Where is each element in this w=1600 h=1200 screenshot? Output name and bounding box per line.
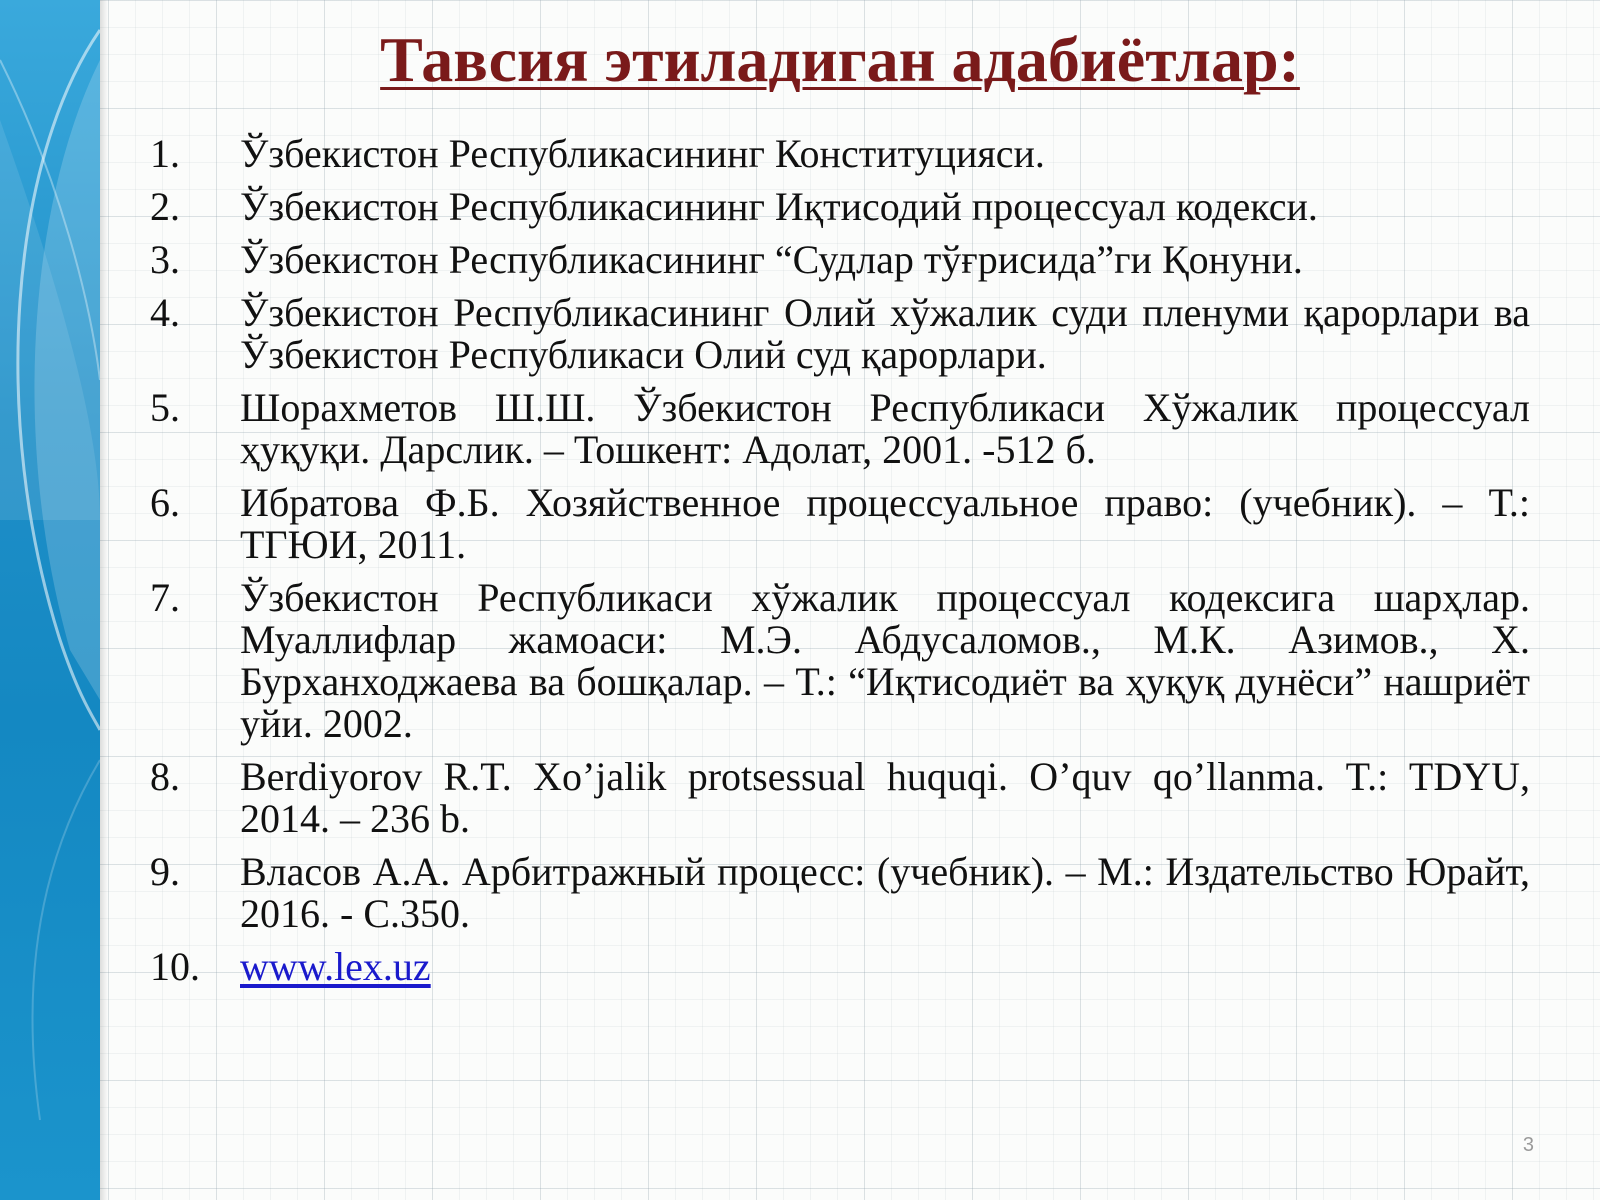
item-text: Berdiyorov R.T. Xo’jalik protsessual huquqi. O’quv qo’llanma. T.: TDYU, 2014. – 236 b. [240,754,1530,841]
list-item [150,387,1530,471]
list-item [150,133,1530,175]
reference-list [150,133,1530,999]
item-number: 2. [150,184,180,229]
item-text: Ўзбекистон Республикасининг Олий хўжалик суди пленуми қарорлари ва Ўзбекистон Республикаси Олий суд қарорлари. [240,290,1530,377]
item-number: 5. [150,385,180,430]
item-number: 6. [150,480,180,525]
list-item [150,756,1530,840]
side-band-shadow [100,0,108,1200]
item-text: Власов А.А. Арбитражный процесс: (учебник). – М.: Издательство Юрайт, 2016. - С.350. [240,849,1530,936]
item-number: 9. [150,849,180,894]
item-number: 4. [150,290,180,335]
slide-title: Тавсия этиладиган адабиётлар: [380,24,1300,95]
item-text: Ўзбекистон Республикасининг “Судлар тўғрисида”ги Қонуни. [240,237,1303,282]
page-number: 3 [1522,1134,1534,1156]
item-number: 7. [150,575,180,620]
item-number: 10. [150,944,200,989]
lex-uz-link[interactable]: www.lex.uz [240,944,431,989]
item-text: Ибратова Ф.Б. Хозяйственное процессуальное право: (учебник). – Т.: ТГЮИ, 2011. [240,480,1530,567]
list-item [150,186,1530,228]
wave-decoration [0,0,100,1200]
item-text [240,946,1530,988]
list-item [150,239,1530,281]
item-text: Ўзбекистон Республикасининг Конституцияси. [240,131,1045,176]
list-item [150,851,1530,935]
list-item [150,946,1530,988]
list-item [150,482,1530,566]
item-text: Ўзбекистон Республикаси хўжалик процессуал кодексига шарҳлар. Муаллифлар жамоаси: М.Э. Абдусаломов., М.К. Азимов., Х. Бурханходжаева ва бошқалар. – Т.: “Иқтисодиёт ва ҳуқуқ дунёси” нашриёт уйи. 2002. [240,575,1530,746]
decorative-side-band [0,0,100,1200]
item-text: Ўзбекистон Республикасининг Иқтисодий процессуал кодекси. [240,184,1318,229]
item-number: 1. [150,131,180,176]
list-item [150,577,1530,745]
list-item [150,292,1530,376]
item-number: 3. [150,237,180,282]
item-text: Шорахметов Ш.Ш. Ўзбекистон Республикаси Хўжалик процессуал ҳуқуқи. Дарслик. – Тошкент: Адолат, 2001. -512 б. [240,385,1530,472]
item-number: 8. [150,754,180,799]
